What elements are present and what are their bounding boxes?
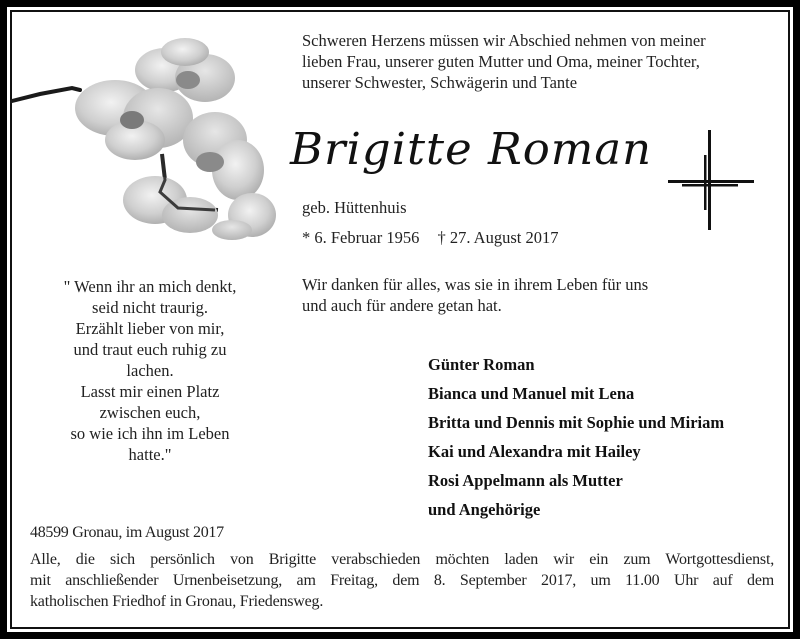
poem-line: seid nicht traurig. bbox=[92, 298, 208, 317]
mourner: Günter Roman bbox=[428, 355, 535, 374]
poem-line: Lasst mir einen Platz bbox=[80, 382, 220, 401]
poem-line: und traut euch ruhig zu bbox=[73, 340, 227, 359]
mourner: Rosi Appelmann als Mutter bbox=[428, 471, 623, 490]
thanks-text bbox=[302, 274, 762, 316]
poem bbox=[30, 276, 270, 465]
mourner: Britta und Dennis mit Sophie und Miriam bbox=[428, 413, 725, 432]
life-dates bbox=[302, 228, 558, 248]
intro-line: Schweren Herzens müssen wir Abschied nehmen von meiner bbox=[302, 31, 706, 50]
thanks-line: Wir danken für alles, was sie in ihrem Leben für uns bbox=[302, 275, 649, 294]
orchid-branch-icon bbox=[10, 30, 280, 240]
poem-line: " Wenn ihr an mich denkt, bbox=[63, 277, 237, 296]
poem-line: zwischen euch, bbox=[99, 403, 201, 422]
mourner: und Angehörige bbox=[428, 500, 541, 519]
maiden-name: geb. Hüttenhuis bbox=[302, 198, 407, 217]
thanks-line: und auch für andere getan hat. bbox=[302, 296, 502, 315]
place-date: 48599 Gronau, im August 2017 bbox=[30, 524, 224, 541]
poem-line: lachen. bbox=[126, 361, 174, 380]
mourner: Kai und Alexandra mit Hailey bbox=[428, 442, 641, 461]
funeral-notice bbox=[30, 549, 774, 612]
death-date: † 27. August 2017 bbox=[437, 228, 559, 247]
mourner: Bianca und Manuel mit Lena bbox=[428, 384, 635, 403]
intro-text bbox=[302, 30, 772, 93]
notice-line: Alle, die sich persönlich von Brigitte verabschieden möchten laden wir ein zum Wortgottesdienst, bbox=[30, 551, 774, 568]
poem-line: so wie ich ihn im Leben bbox=[70, 424, 230, 443]
notice-line: katholischen Friedhof in Gronau, Friedensweg. bbox=[30, 593, 324, 610]
cross-icon bbox=[668, 130, 754, 230]
intro-line: unserer Schwester, Schwägerin und Tante bbox=[302, 73, 578, 92]
deceased-name: Brigitte Roman bbox=[290, 124, 653, 175]
intro-line: lieben Frau, unserer guten Mutter und Oma, meiner Tochter, bbox=[302, 52, 700, 71]
poem-line: Erzählt lieber von mir, bbox=[75, 319, 225, 338]
birth-date: * 6. Februar 1956 bbox=[302, 228, 420, 247]
notice-line: mit anschließender Urnenbeisetzung, am Freitag, dem 8. September 2017, um 11.00 Uhr auf dem bbox=[30, 572, 774, 589]
mourners-list bbox=[428, 350, 724, 524]
poem-line: hatte." bbox=[128, 445, 172, 464]
